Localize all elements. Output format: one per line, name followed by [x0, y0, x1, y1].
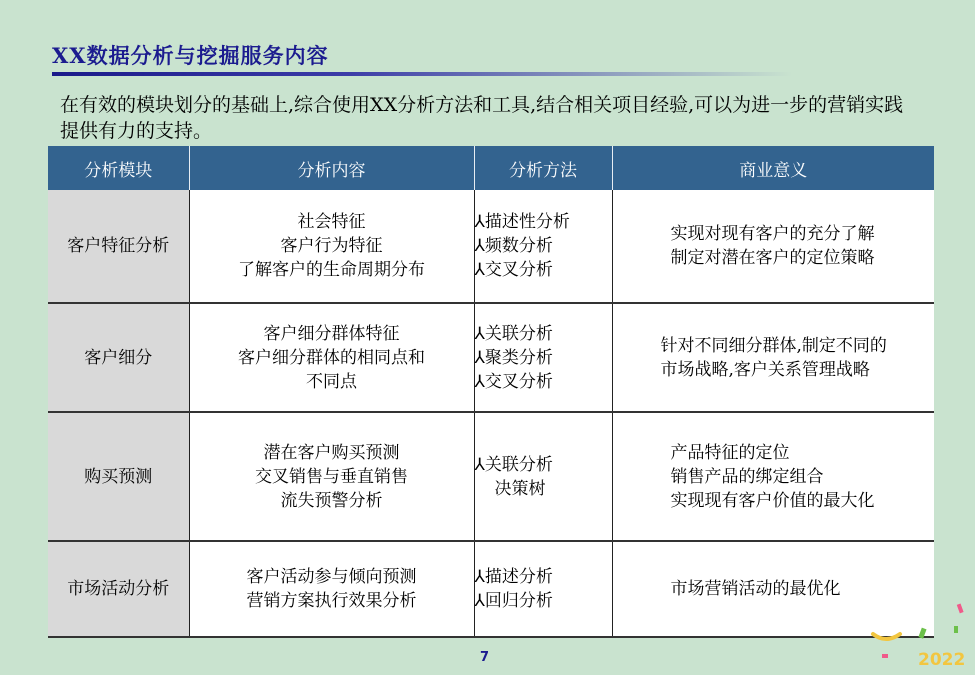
bullet-icon: ⅄: [474, 323, 485, 344]
table-row: [48, 541, 934, 637]
content-line: 客户行为特征: [280, 236, 383, 256]
content-line: 不同点: [306, 371, 357, 392]
bullet-icon: ⅄: [474, 347, 485, 368]
module-cell: 购买预测: [48, 412, 189, 541]
content-cell: [189, 412, 474, 541]
intro-text: 在有效的模块划分的基础上,综合使用XX分析方法和工具,结合相关项目经验,可以为进一步的营销实践提供有力的支持。: [60, 94, 904, 142]
bullet-icon: ⅄: [474, 260, 485, 280]
method-item: ⅄频数分析: [474, 236, 553, 256]
meaning-line: 实现对现有客户的充分了解: [670, 224, 875, 244]
content-line: 流失预警分析: [280, 490, 383, 511]
content-cell: [189, 541, 474, 637]
content-line: 交叉销售与垂直销售: [255, 466, 408, 487]
confetti-decoration-icon: [868, 598, 968, 658]
content-line: 客户细分群体的相同点和: [238, 347, 425, 368]
bullet-icon: ⅄: [474, 591, 485, 611]
method-item: ⅄关联分析: [474, 323, 553, 344]
year-badge: 2022: [918, 650, 966, 670]
bullet-icon: ⅄: [474, 371, 485, 392]
module-cell: 客户细分: [48, 303, 189, 412]
table-row: [48, 303, 934, 412]
meaning-line: 实现现有客户价值的最大化: [670, 490, 875, 511]
method-item: ⅄交叉分析: [474, 260, 553, 280]
method-cell: [474, 190, 612, 303]
content-line: 潜在客户购买预测: [263, 442, 400, 463]
header-content: 分析内容: [189, 146, 474, 190]
page-number: 7: [480, 650, 490, 665]
content-line: 了解客户的生命周期分布: [238, 260, 425, 280]
content-line: 客户细分群体特征: [263, 323, 400, 344]
method-cell: [474, 541, 612, 637]
service-table: [48, 146, 934, 638]
table-header-row: [48, 146, 934, 190]
module-cell: 客户特征分析: [48, 190, 189, 303]
content-cell: [189, 303, 474, 412]
method-item: ⅄描述性分析: [474, 212, 570, 232]
meaning-line: 制定对潜在客户的定位策略: [670, 248, 875, 268]
method-cell: [474, 412, 612, 541]
meaning-line: 市场营销活动的最优化: [670, 579, 841, 599]
content-cell: [189, 190, 474, 303]
slide-title: XX数据分析与挖掘服务内容: [52, 43, 329, 68]
meaning-line: 销售产品的绑定组合: [670, 466, 824, 487]
meaning-line: 针对不同细分群体,制定不同的: [660, 335, 887, 356]
table-row: [48, 412, 934, 541]
method-item: ⅄交叉分析: [474, 371, 553, 392]
meaning-cell: [612, 303, 934, 412]
meaning-cell: [612, 412, 934, 541]
method-item: 决策树: [494, 478, 546, 499]
bullet-icon: ⅄: [474, 567, 485, 587]
method-item: ⅄聚类分析: [474, 347, 553, 368]
table-row: [48, 190, 934, 303]
meaning-line: 市场战略,客户关系管理战略: [660, 359, 870, 380]
module-cell: 市场活动分析: [48, 541, 189, 637]
method-item: ⅄描述分析: [474, 567, 553, 587]
header-method: 分析方法: [474, 146, 612, 190]
content-line: 社会特征: [297, 212, 366, 232]
bullet-icon: ⅄: [474, 212, 485, 232]
header-module: 分析模块: [48, 146, 189, 190]
bullet-icon: ⅄: [474, 236, 485, 256]
method-cell: [474, 303, 612, 412]
meaning-cell: [612, 190, 934, 303]
title-underline: [52, 72, 792, 76]
header-meaning: 商业意义: [612, 146, 934, 190]
meaning-line: 产品特征的定位: [670, 442, 790, 463]
bullet-icon: ⅄: [474, 454, 485, 475]
content-line: 营销方案执行效果分析: [246, 591, 417, 611]
method-item: ⅄回归分析: [474, 591, 553, 611]
method-item: ⅄关联分析: [474, 454, 553, 475]
content-line: 客户活动参与倾向预测: [246, 567, 417, 587]
